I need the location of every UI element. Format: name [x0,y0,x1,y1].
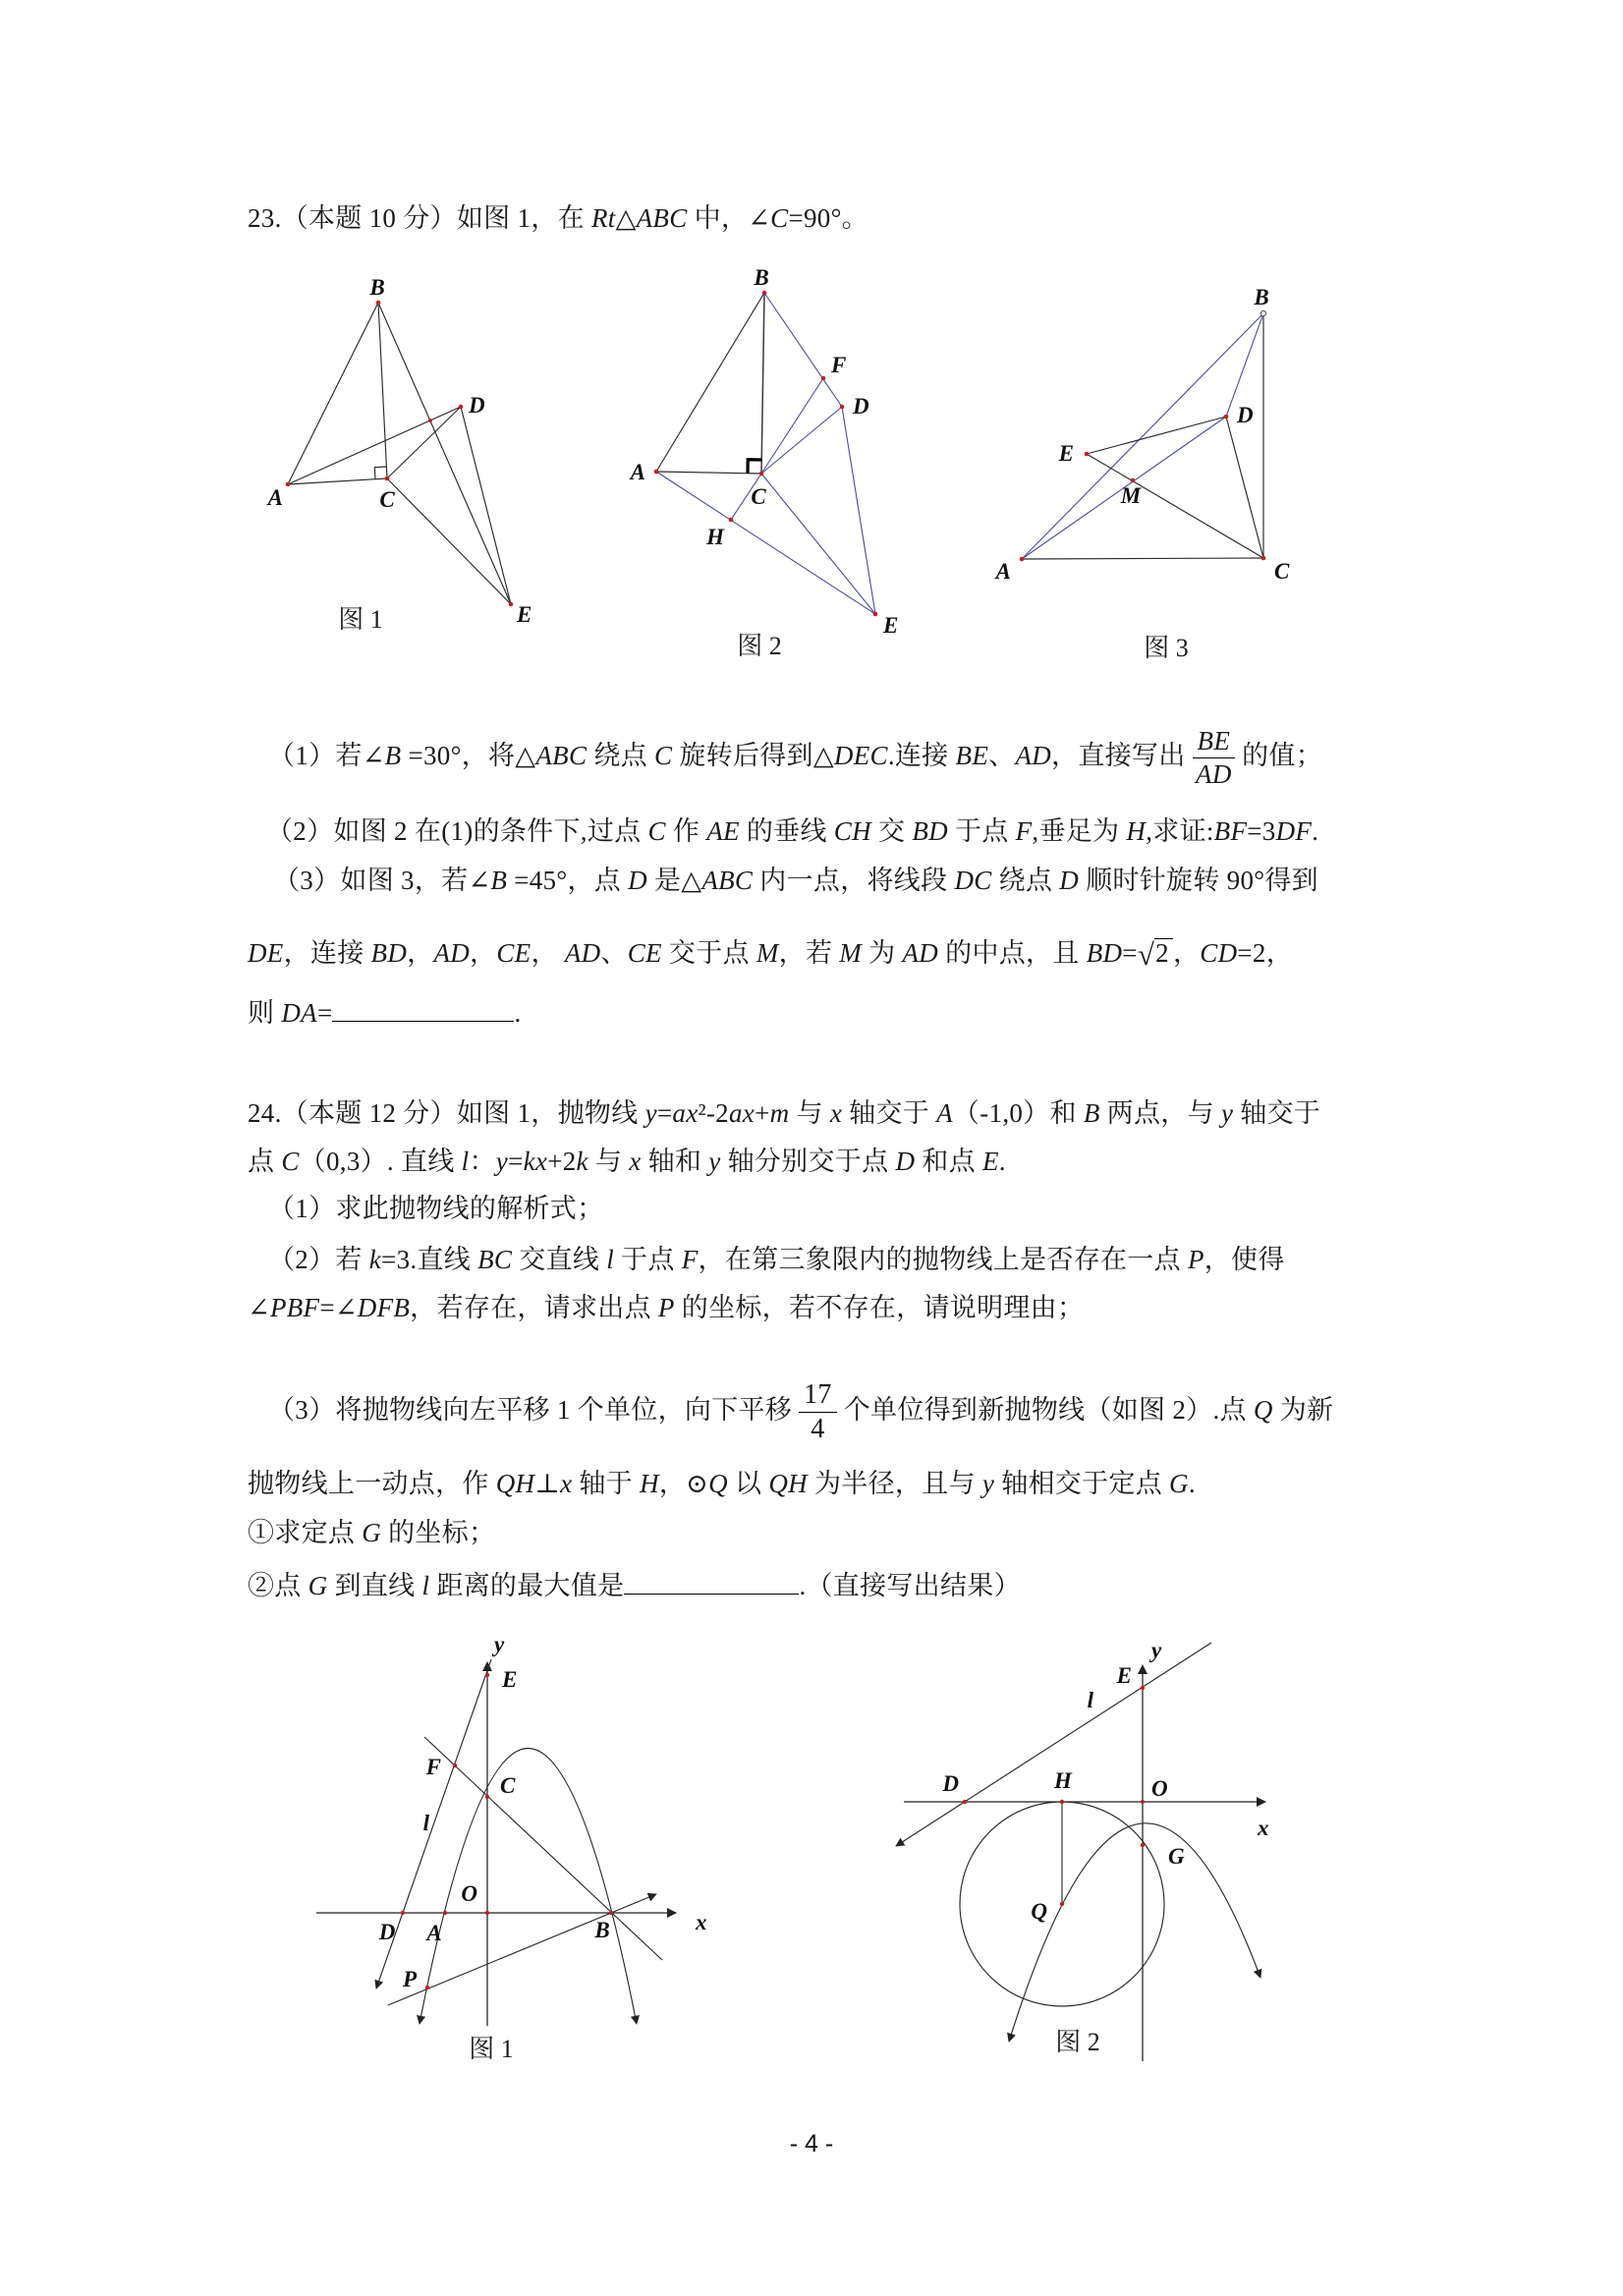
point-label-e: E [883,613,899,638]
point-label-p: P [402,1967,417,1991]
q24-figure-1 [309,1621,712,2068]
point-label-b: B [369,275,385,300]
point-label-d: D [942,1771,959,1796]
point-label-a: A [267,485,283,510]
figure-caption: 图 2 [1055,2028,1100,2056]
q24-part2-line2: ∠PBF=∠DFB，若存在，请求出点 P 的坐标，若不存在，请说明理由； [248,1293,1085,1322]
answer-blank-da [332,995,514,1022]
axis-label-y: y [1151,1638,1162,1662]
point-label-e: E [502,1667,518,1692]
fraction-17-4 [799,1379,837,1445]
fraction-numerator: BE [1193,726,1236,758]
q23-title: 23.（本题 10 分）如图 1，在 Rt△ABC 中，∠C=90°。 [248,203,868,233]
fraction-be-ad [1193,726,1236,790]
origin-label: O [461,1881,477,1906]
point-label-a: A [995,559,1011,584]
q24-part3-line1 [268,1379,1333,1445]
point-label-d: D [853,394,869,419]
q24-part3-after: 个单位得到新抛物线（如图 2）.点 Q 为新 [843,1394,1334,1425]
axis-label-x: x [1258,1816,1269,1840]
rotated-segments [656,293,875,614]
figure-caption: 图 1 [469,2035,514,2063]
point-label-h: H [706,525,724,549]
q23-figure-3 [973,275,1321,668]
radicand: 2 [1154,938,1173,969]
q23-part2: （2）如图 2 在(1)的条件下,过点 C 作 AE 的垂线 CH 交 BD 于点 F,垂足为 H,求证:BF=3DF. [266,816,1319,846]
point-label-g: G [1168,1844,1185,1869]
point-label-e: E [517,602,532,627]
q24-sub2 [248,1568,1021,1603]
q23-part3-line1: （3）如图 3，若∠B =45°，点 D 是△ABC 内一点，将线段 DC 绕点 D 顺时针旋转 90°得到 [273,866,1318,895]
point-label-q: Q [1031,1899,1047,1924]
open-point-b [1260,310,1265,315]
point-label-e: E [1058,441,1074,466]
figure-caption: 图 2 [737,632,782,660]
point-label-d: D [378,1920,396,1944]
triangle-abc [656,293,764,474]
q23-part3-line2-before: DE，连接 BD，AD，CE， AD、CE 交于点 M，若 M 为 AD 的中点，且 BD= [248,938,1138,968]
blue-segments [1022,313,1263,559]
parabola [420,1749,637,2025]
axes [316,1662,676,2026]
q23-part3-line2 [248,935,1293,973]
q24-sub1: ①求定点 G 的坐标； [248,1518,496,1547]
q24-figure-2 [879,1626,1302,2068]
point-label-e: E [1116,1663,1132,1688]
q24-part3-before: （3）将抛物线向左平移 1 个单位，向下平移 [268,1394,793,1425]
point-label-c: C [1274,559,1290,584]
line-label-l: l [422,1811,429,1835]
triangle-and-segments [288,303,511,604]
q23-part1-after: 的值； [1242,740,1323,770]
point-label-f: F [831,353,847,377]
radical-sign: √ [1137,937,1155,972]
point-label-b: B [754,265,769,290]
sqrt-2 [1138,935,1173,973]
right-angle-mark [374,467,386,479]
point-label-c: C [751,484,766,509]
point-dots [654,291,878,617]
line-label-l: l [1087,1688,1093,1712]
q24-part3-line2: 抛物线上一动点，作 QH⊥x 轴于 H，⊙Q 以 QH 为半径，且与 y 轴相交于定点 G. [248,1469,1196,1498]
q24-part2-line1: （2）若 k=3.直线 BC 交直线 l 于点 F，在第三象限内的抛物线上是否存在一点 P，使得 [268,1245,1285,1274]
line-bc-extended [424,1737,662,1960]
page-number: - 4 - [789,2130,834,2157]
q24-intro-line1: 24.（本题 12 分）如图 1，抛物线 y=ax²-2ax+m 与 x 轴交于 A（-1,0）和 B 两点，与 y 轴交于 [248,1098,1321,1128]
point-label-a: A [426,1921,442,1945]
right-angle-mark [748,460,761,474]
answer-blank-g [624,1568,799,1595]
q24-sub2-before: ②点 G 到直线 l 距离的最大值是 [248,1571,625,1600]
fraction-denominator: AD [1196,759,1232,790]
q23-part1 [268,726,1322,790]
q24-part1: （1）求此抛物线的解析式； [268,1194,604,1223]
q23-answer-suffix: . [514,998,522,1028]
point-label-c: C [379,487,395,512]
q24-intro-line2: 点 C（0,3）. 直线 l：y=kx+2k 与 x 轴和 y 轴分别交于点 D 和点 E. [248,1147,1006,1176]
point-label-m: M [1120,483,1142,508]
point-label-h: H [1054,1768,1072,1793]
figure-caption: 图 3 [1144,634,1189,662]
fraction-denominator: 4 [811,1414,825,1445]
line-l [896,1643,1211,1846]
point-label-d: D [1237,403,1254,427]
point-dots [963,1686,1145,1906]
point-dots [286,301,514,607]
point-label-c: C [500,1773,516,1798]
q24-sub2-after: .（直接写出结果） [799,1571,1021,1600]
point-label-b: B [1254,285,1269,309]
figure-caption: 图 1 [338,605,383,634]
q23-part3-line3 [248,995,522,1031]
q23-figure-2 [609,255,943,668]
q23-answer-prefix: 则 DA= [248,998,333,1028]
point-label-b: B [594,1918,610,1942]
q23-part3-line2-after: ，CD=2， [1172,938,1294,968]
axis-label-x: x [696,1910,707,1934]
parabola [1009,1823,1260,2042]
point-label-d: D [469,393,485,418]
origin-label: O [1151,1776,1168,1801]
point-label-a: A [630,460,645,484]
axis-label-y: y [494,1632,505,1656]
point-label-f: F [425,1755,441,1779]
q23-part1-before: （1）若∠B =30°，将△ABC 绕点 C 旋转后得到△DEC.连接 BE、AD，直接写出 [268,740,1186,770]
q23-figure-1 [236,265,570,639]
fraction-numerator: 17 [799,1379,837,1413]
